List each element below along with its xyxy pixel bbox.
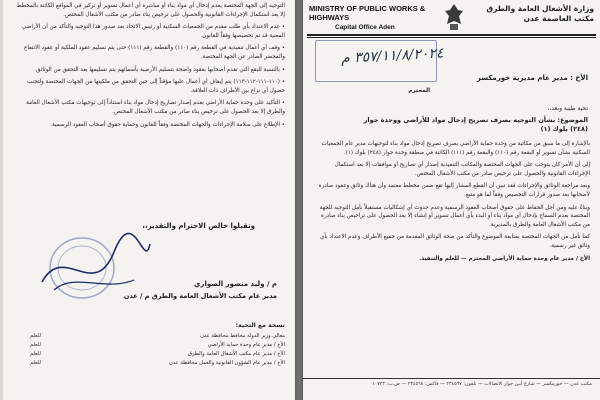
cc-item	[30, 359, 285, 368]
paragraph: الأخ / مدير عام وحدة حماية الأراضي المحترم — للعلم والتنفيذ.	[419, 255, 590, 262]
paragraph: • التأكيد على وحدة حماية الأراضي بعدم إصدار تصاريح إدخال مواد بناء استناداً إلى توجيهات مكتب الأشغال العامة والطرق إلا بعد الحصول على ترخيص بناء صادر من مكتب الأشغال المختص.	[26, 100, 285, 115]
cc-list	[30, 322, 285, 368]
paragraph: • الإطلاع على سلامة الإجراءات والجهات المختصة وفقاً للقانون وحماية حقوق أصحاب العقود الرسمية.	[50, 121, 285, 128]
paragraph: إلى أن الأمر كان يتوجب على الجهات المختصة والمكاتب التنفيذية إصدار أي تصاريح أو موافقات إلا بعد استكمال الإجراءات القانونية والحصول على ترخيص صادر من مكتب الأشغال المختص.	[334, 162, 590, 177]
reference-number: ٣٥٧/١١/٨/٢٠٢٤ م	[340, 45, 444, 67]
paragraph: وبعد مراجعة الوثائق والإجراءات فقد تبين أن القطع المشار إليها تقع ضمن مخطط معتمد وأن هناك وثائق وعقود صادرة لأصحابها بعد صدور قرارات التخصيص وفقاً لما هو متبع.	[318, 183, 590, 198]
letter-body-right	[303, 140, 600, 267]
letter-body-left	[0, 2, 295, 133]
header-divider	[307, 34, 596, 36]
signatory-title: مدير عام مكتب الأشغال العامة والطرق م / عدن	[123, 292, 277, 300]
ministry-name-english: MINISTRY OF PUBLIC WORKS & HIGHWAYS	[309, 4, 426, 22]
eagle-emblem-icon	[443, 2, 465, 32]
honorific: المحترم	[408, 88, 430, 94]
cc-recipient: الأخ / مدير عام الشؤون القانونية والعمل محافظة عدن	[169, 360, 285, 366]
cc-item	[30, 350, 285, 359]
cc-tag: للعلم	[30, 351, 41, 357]
subject-line: الموضوع: بشأن التوجيه بصرف تصريح إدخال مواد للأراضي ووحدة جوار (٢٤٨) بلوك (١)	[363, 116, 588, 133]
cc-item	[30, 332, 285, 341]
cc-recipient: الأخ / مدير عام وحدة حماية الأراضي	[207, 342, 285, 348]
letter-page-right	[303, 0, 600, 400]
cc-tag: للعلم	[30, 360, 41, 366]
header-divider	[307, 37, 596, 38]
paragraph: وبناءً عليه ومن أجل الحفاظ على حقوق أصحاب العقود الرسمية وعدم حدوث أي إشكاليات مستقبلاً نأمل التوجيه للجهة المختصة بعدم السماح بإدخال أي مواد بناء أو البدء بأي أعمال تسوير أو إنشاء إلا بعد الحصول على تراخيص بناء صادرة من مكتب الأشغال العامة والطرق بالمديرية.	[319, 204, 590, 228]
letterhead-footer: مكتب عدن — خورمكسر — شارع أبين جوار الاتصالات — تلفون: ٢٣٤٥٦٧ — فاكس: ٢٣٤٥٦٨ — ص.ب: ١٠٧٢٣	[303, 378, 600, 400]
paragraph: • بالنسبة للبقع التي تقدم أصحابها بعقود واضحة بتسليم الأرضية بأسمائهم يتم تسليمها بعد التحقق من الوثائق.	[34, 66, 285, 73]
ministry-name-arabic: وزارة الأشغال العامة والطرق مكتب العاصمة عدن	[486, 4, 594, 23]
paragraph: • (١١٠-١١١-١١٢-١١٣) يتم إيقاف أي أعمال عليها مؤقتاً إلى حين التحقق من ملكيتها من الجهات المختصة ولتجنب حصول أي نزاع بين الأطراف ذات العلاقة.	[26, 79, 285, 94]
letter-page-left	[0, 0, 295, 400]
signatory-name: م / وليد منصور الصواري	[194, 280, 277, 288]
cc-tag: للعلم	[30, 342, 41, 348]
closing-line: وتقبلوا خالص الاحترام والتقدير،،	[142, 222, 255, 230]
cc-tag: للعلم	[30, 333, 41, 339]
cc-recipient: معالي وزير الدولة محافظ محافظة عدن	[200, 333, 285, 339]
cc-title: نسخة مع التحية:	[235, 322, 285, 329]
paragraph: • وقف أي أعمال تنفيذية في القطعة رقم (١١٠) والقطعة رقم (١١١) حتى يتم تسليم عقود الملكية أو عقود الانتفاع والمحضر الصادر عن الجهة المختصة.	[24, 45, 285, 60]
cc-item	[30, 341, 285, 350]
cc-recipient: الأخ / مدير عام مكتب الأشغال العامة والطرق	[188, 351, 285, 357]
paragraph: التوجيه إلى الجهة المختصة بعدم إدخال أي مواد بناء أو مباشرة أي أعمال تسوير أو تركيز في المواقع الكائنة بالمخطط إلا بعد استكمال الإجراءات القانونية والحصول على ترخيص بناء صادر من مكتب الأشغال المختص.	[16, 3, 285, 18]
greeting: تحية طيبة وبعد،،	[547, 105, 588, 112]
paragraph: • عدم الاعتداد بأي طلب مقدم من الجمعيات السكنية أو رئيس الاتحاد بعد صدور هذا التوجيه والتأكد من أن الأراضي المعنية قد تم تخصيصها وفقاً للقانون.	[21, 24, 285, 39]
addressee: الأخ : مدير عام مديرية خورمكسر	[476, 74, 588, 82]
paragraph: كما نأمل من الجهات المختصة بمتابعة الموضوع والتأكد من صحة الوثائق المقدمة من جميع الأطراف وعدم الاعتداد بأي وثائق غير رسمية.	[320, 234, 590, 249]
paragraph: بالإشارة إلى ما سبق من مكاتبة من وحدة حماية الأراضي بصرف تصريح إدخال مواد بناء لتوجيهات مدير عام الجمعيات السكنية بشأن تسوير أو البقعة رقم (١١٠) والبقعة رقم (١١١) الكائنة في منطقة وحدة جوار (٢٤٨) بلوك (١).	[321, 141, 590, 156]
office-name-english: Capital Office Aden	[335, 24, 395, 31]
